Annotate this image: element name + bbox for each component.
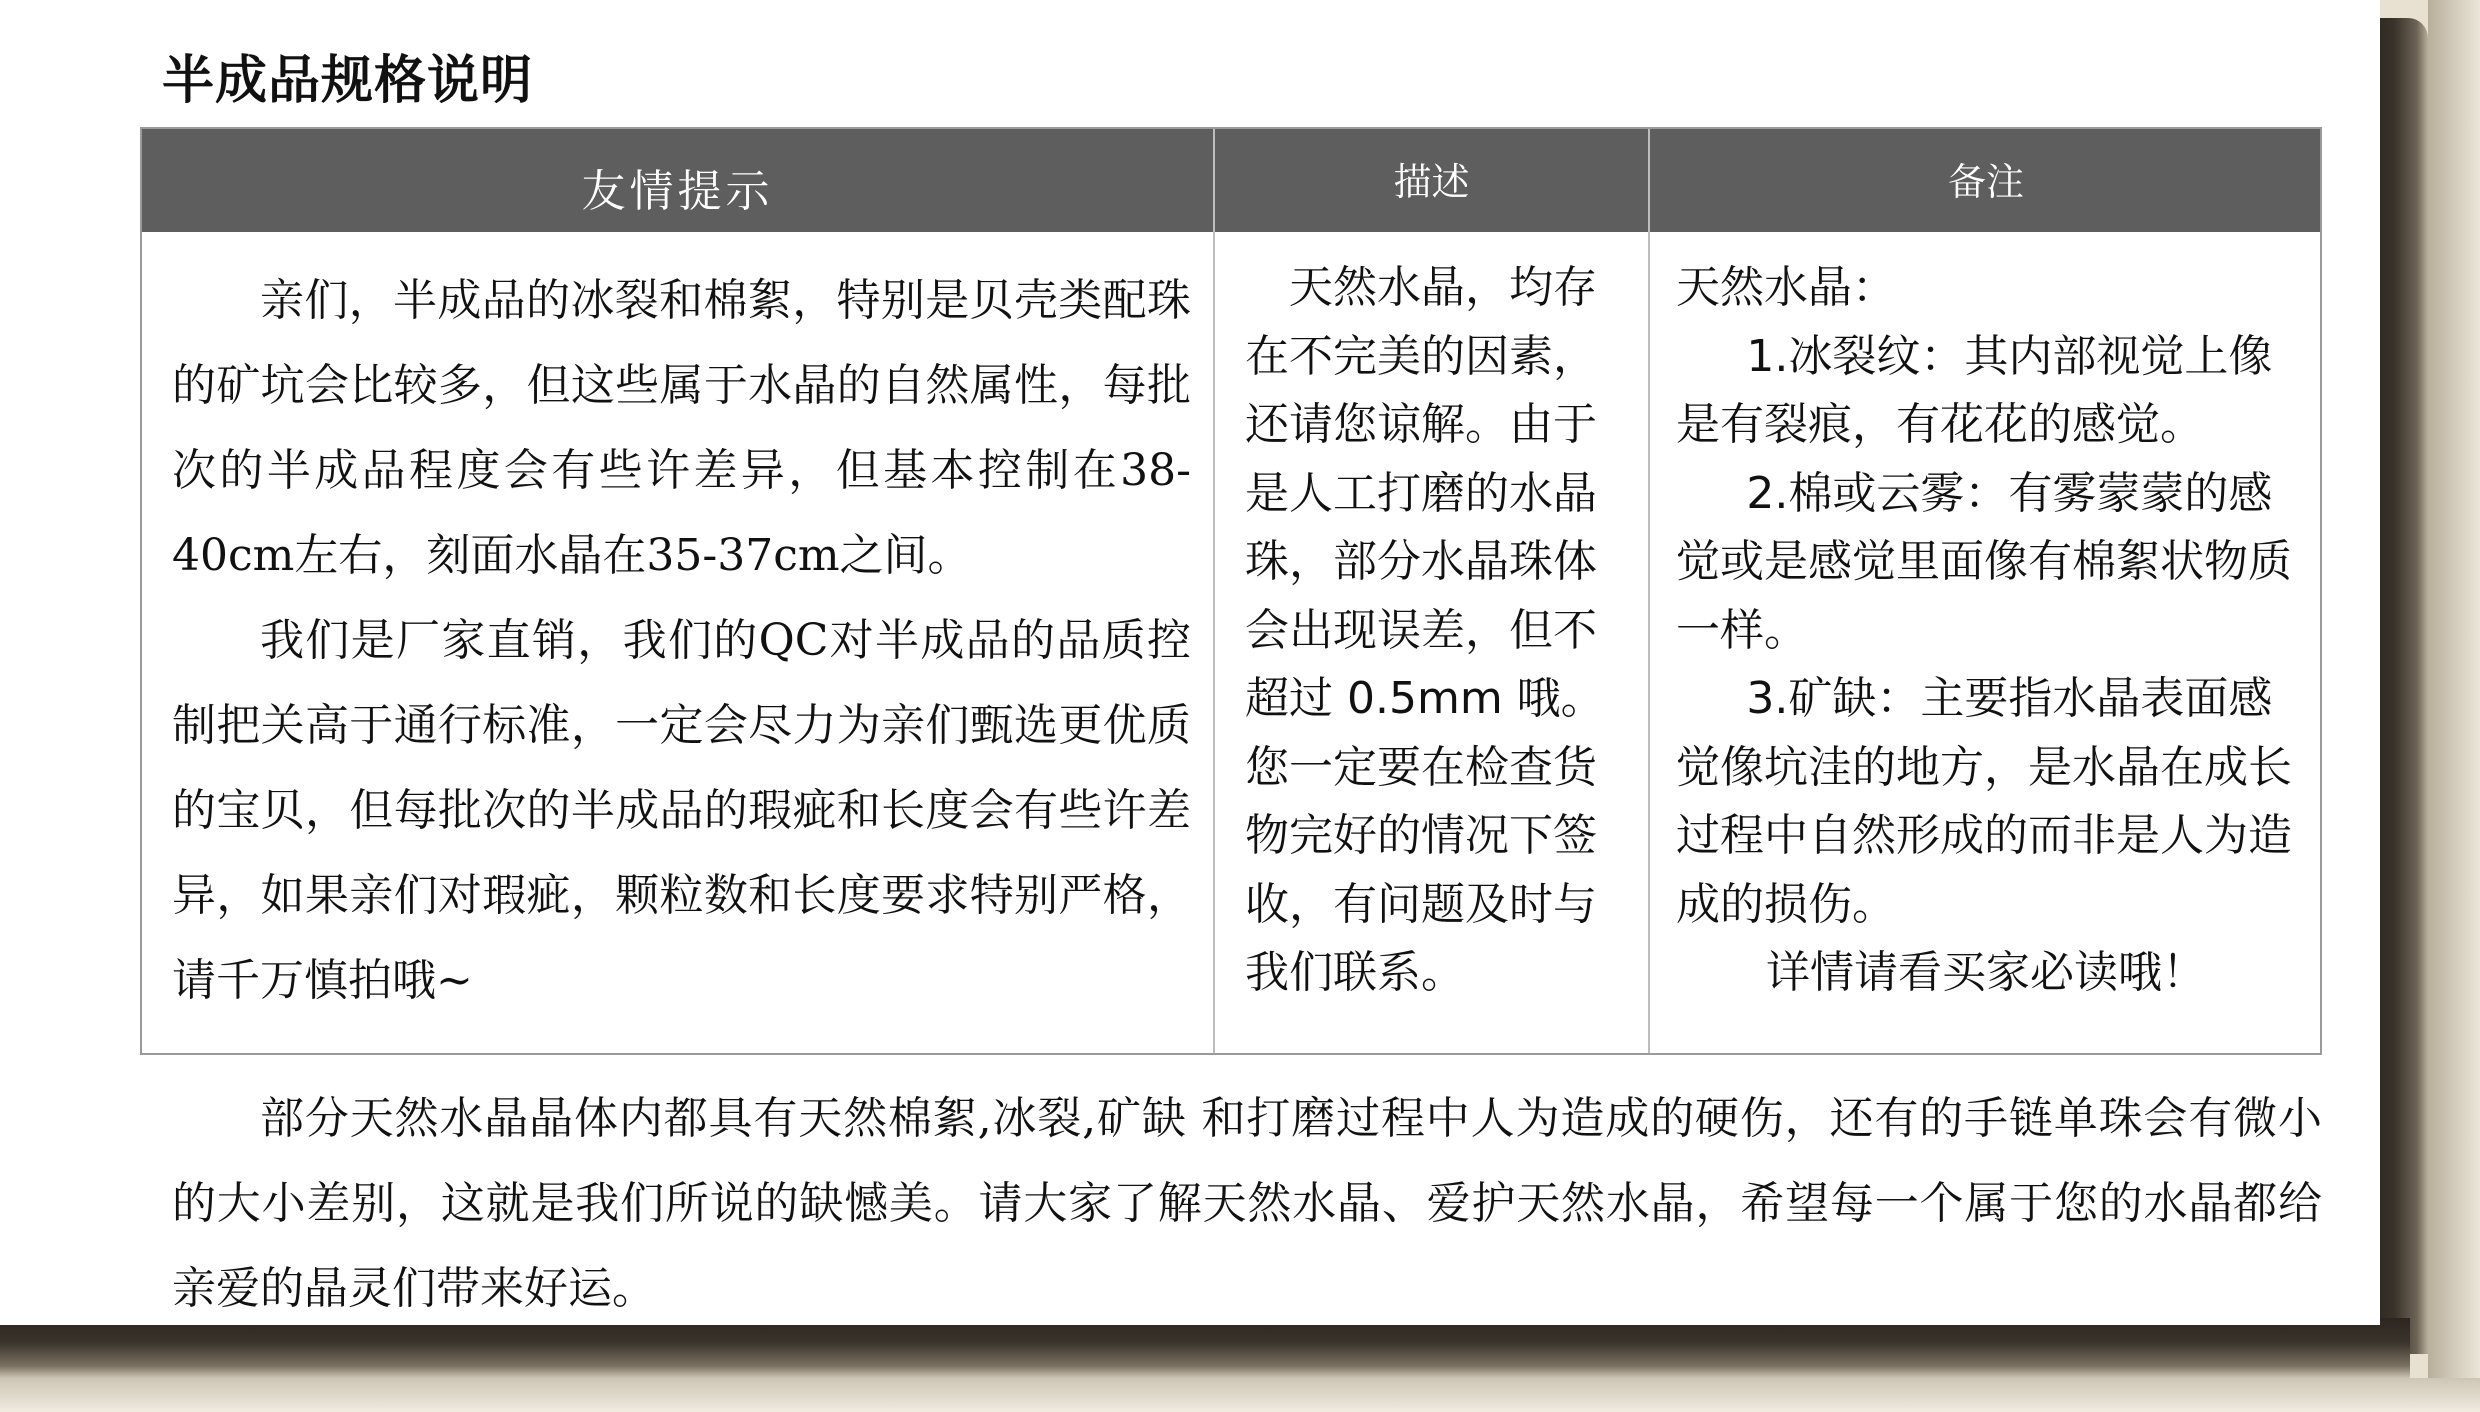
page-shadow-fade-right xyxy=(2428,0,2480,1412)
footer-text: 部分天然水晶晶体内都具有天然棉絮,冰裂,矿缺 和打磨过程中人为造成的硬伤，还有的手链单珠会有微小的大小差别，这就是我们所说的缺憾美。请大家了解天然水晶、爱护天然水晶，希望每一个属于您的水晶都给亲爱的晶灵们带来好运。 xyxy=(172,1093,2322,1314)
tips-paragraph: 亲们，半成品的冰裂和棉絮，特别是贝壳类配珠的矿坑会比较多，但这些属于水晶的自然属性，每批次的半成品程度会有些许差异，但基本控制在38-40cm左右，刻面水晶在35-37cm之间。 xyxy=(172,275,1191,581)
table-header-row xyxy=(142,129,2320,232)
remarks-closing: 详情请看买家必读哦！ xyxy=(1766,947,2206,998)
header-tips: 友情提示 xyxy=(581,165,774,217)
remarks-item: 1.冰裂纹：其内部视觉上像是有裂痕，有花花的感觉。 xyxy=(1676,330,2273,450)
page-shadow-fade-bottom xyxy=(0,1378,2480,1412)
tips-cell xyxy=(142,232,1213,1023)
page-title: 半成品规格说明 xyxy=(162,51,534,111)
remarks-item: 2.棉或云雾：有雾蒙蒙的感觉或是感觉里面像有棉絮状物质一样。 xyxy=(1676,467,2292,656)
remarks-cell xyxy=(1650,232,2322,1008)
description-text: 天然水晶，均存在不完美的因素，还请您谅解。由于是人工打磨的水晶珠，部分水晶珠体会出现误差，但不超过 0.5mm 哦。您一定要在检查货物完好的情况下签收，有问题及时与我们联系。 xyxy=(1245,262,1605,998)
page-shadow-right xyxy=(2372,18,2428,1354)
remarks-item: 3.矿缺：主要指水晶表面感觉像坑洼的地方，是水晶在成长过程中自然形成的而非是人为造成的损伤。 xyxy=(1676,673,2292,930)
header-remarks: 备注 xyxy=(1947,160,2024,204)
spec-table xyxy=(140,127,2322,1055)
header-description: 描述 xyxy=(1393,160,1470,204)
description-cell xyxy=(1215,232,1648,1008)
tips-paragraph: 我们是厂家直销，我们的QC对半成品的品质控制把关高于通行标准，一定会尽力为亲们甄选更优质的宝贝，但每批次的半成品的瑕疵和长度会有些许差异，如果亲们对瑕疵，颗粒数和长度要求特别严格，请千万慎拍哦~ xyxy=(172,615,1191,1006)
remarks-intro: 天然水晶： xyxy=(1676,262,1896,313)
footer-note xyxy=(172,1076,2322,1331)
